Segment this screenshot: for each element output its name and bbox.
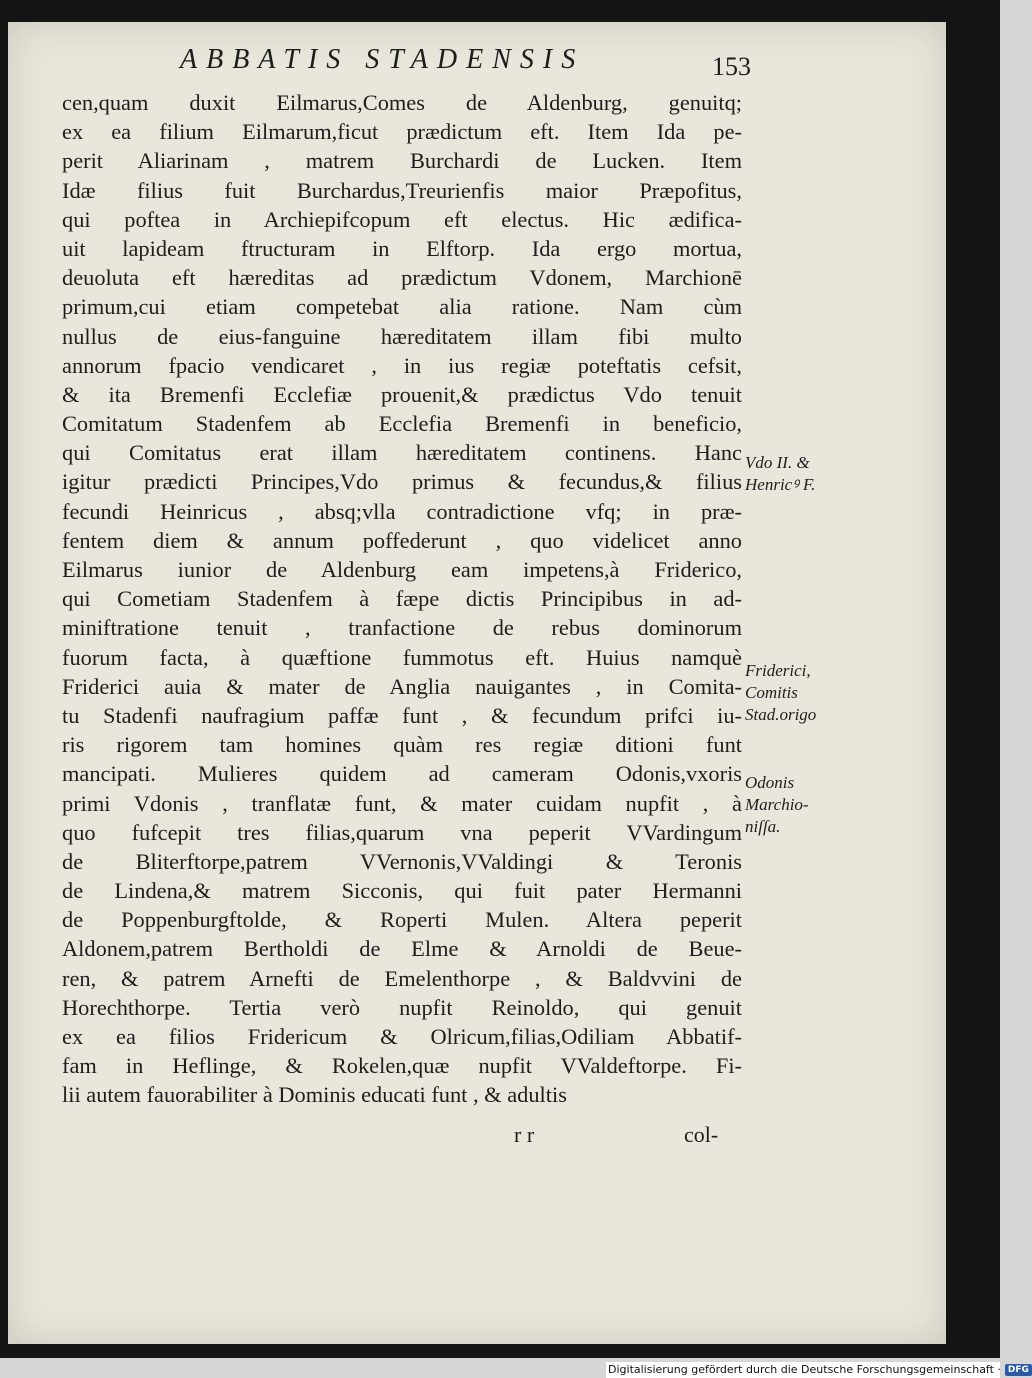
running-title: ABBATIS STADENSIS: [180, 44, 585, 75]
text-line: Idæ filius fuit Burchardus,Treurienfis maior Præpofitus,: [62, 177, 742, 203]
marginal-line: Friderici,: [745, 661, 811, 680]
marginal-line: Vdo II. &: [745, 453, 810, 472]
text-line: Friderici auia & mater de Anglia nauigantes , in Comita-: [62, 673, 742, 699]
text-line: ris rigorem tam homines quàm res regiæ ditioni funt: [62, 732, 742, 758]
marginal-note-vdo-henricus: [745, 452, 855, 496]
marginal-line: Odonis: [745, 773, 795, 792]
text-line: fecundi Heinricus , absq;vlla contradictione vfq; in præ-: [62, 498, 742, 524]
text-line: igitur prædicti Principes,Vdo primus & fecundus,& filius: [62, 469, 742, 495]
text-line: lii autem fauorabiliter à Dominis educati funt , & adultis: [62, 1082, 567, 1108]
text-line: perit Aliarinam , matrem Burchardi de Lucken. Item: [62, 148, 742, 174]
text-line: cen,quam duxit Eilmarus,Comes de Aldenburg, genuitq;: [62, 90, 742, 115]
marginal-line: Henricꝰ F.: [745, 475, 816, 494]
marginal-note-odonis: [745, 772, 855, 838]
footer-credit: [606, 1362, 1029, 1378]
text-line: ren, & patrem Arnefti de Emelenthorpe , & Baldvvini de: [62, 965, 742, 991]
body-text: [62, 88, 742, 1110]
text-line: fam in Heflinge, & Rokelen,quæ nupfit VValdeftorpe. Fi-: [62, 1053, 742, 1079]
text-line: Horechthorpe. Tertia verò nupfit Reinoldo, qui genuit: [62, 994, 742, 1020]
text-line: ex ea filios Fridericum & Olricum,filias,Odiliam Abbatif-: [62, 1024, 742, 1049]
text-line: fentem diem & annum poffederunt , quo videlicet anno: [62, 527, 742, 553]
dfg-logo: DFG: [1005, 1364, 1032, 1376]
page-number: 153: [712, 52, 751, 81]
text-line: primi Vdonis , tranflatæ funt, & mater cuidam nupfit , à: [62, 790, 742, 816]
text-line: & ita Bremenfi Ecclefiæ prouenit,& prædictus Vdo tenuit: [62, 381, 742, 407]
marginal-line: Marchio-: [745, 795, 809, 814]
text-line: nullus de eius-fanguine hæreditatem illam fibi multo: [62, 323, 742, 349]
text-line: ex ea filium Eilmarum,ficut prædictum eft. Item Ida pe-: [62, 119, 742, 145]
text-line: uit lapideam ftructuram in Elftorp. Ida ergo mortua,: [62, 235, 742, 261]
text-line: mancipati. Mulieres quidem ad cameram Odonis,vxoris: [62, 761, 742, 787]
text-line: deuoluta eft hæreditas ad prædictum Vdonem, Marchionē: [62, 265, 742, 291]
catchword: col-: [684, 1122, 719, 1147]
text-line: Aldonem,patrem Bertholdi de Elme & Arnoldi de Beue-: [62, 936, 742, 962]
text-line: de Lindena,& matrem Sicconis, qui fuit pater Hermanni: [62, 878, 742, 904]
text-line: qui poftea in Archiepifcopum eft electus. Hic ædifica-: [62, 206, 742, 232]
text-line: fuorum facta, à quæftione fummotus eft. Huius namquè: [62, 644, 742, 670]
text-line: qui Comitatus erat illam hæreditatem continens. Hanc: [62, 440, 742, 466]
text-line: annorum fpacio vendicaret , in ius regiæ poteftatis cefsit,: [62, 352, 742, 378]
footer-credit-text: Digitalisierung gefördert durch die Deutsche Forschungsgemeinschaft ·: [608, 1363, 1001, 1376]
text-line: primum,cui etiam competebat alia ratione. Nam cùm: [62, 294, 742, 320]
text-line: de Poppenburgftolde, & Roperti Mulen. Altera peperit: [62, 907, 742, 933]
marginal-line: niſſa.: [745, 817, 781, 836]
text-line: miniftratione tenuit , tranfactione de rebus dominorum: [62, 615, 742, 641]
text-line: tu Stadenfi naufragium paffæ funt , & fecundum prifci iu-: [62, 702, 742, 728]
text-line: Comitatum Stadenfem ab Ecclefia Bremenfi in beneficio,: [62, 411, 742, 437]
text-line: qui Cometiam Stadenfem à fæpe dictis Principibus in ad-: [62, 586, 742, 612]
signature-mark: r r: [514, 1122, 535, 1147]
marginal-line: Stad.origo: [745, 705, 817, 724]
marginal-note-friderici-origo: [745, 660, 855, 726]
text-line: de Bliterftorpe,patrem VVernonis,VValdingi & Teronis: [62, 848, 742, 874]
text-line: quo fufcepit tres filias,quarum vna peperit VVardingum: [62, 819, 742, 845]
text-line: Eilmarus iunior de Aldenburg eam impetens,à Friderico,: [62, 557, 742, 582]
marginal-line: Comitis: [745, 683, 798, 702]
